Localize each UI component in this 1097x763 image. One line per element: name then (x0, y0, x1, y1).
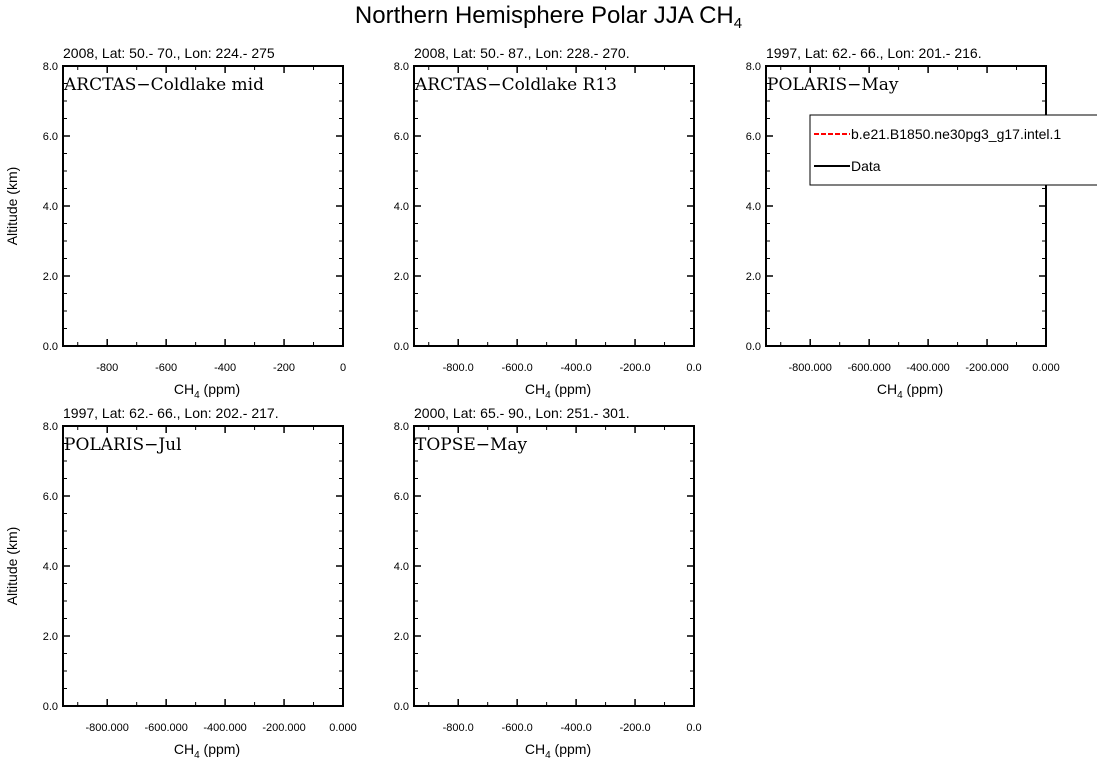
y-tick-label: 8.0 (393, 61, 409, 73)
y-tick-label: 8.0 (393, 421, 409, 433)
y-tick-label: 8.0 (745, 61, 761, 73)
plot-frame (766, 66, 1046, 346)
x-axis-label: $CH_4$ (ppm) (876, 381, 944, 401)
y-tick-label: 0.0 (393, 341, 409, 353)
x-axis-label: $CH_4$ (ppm) (524, 741, 592, 761)
plot-frame (414, 426, 694, 706)
legend-label-1: b.e21.B1850.ne30pg3_g17.intel.1 (851, 126, 1062, 142)
x-tick-label: -200.0 (619, 722, 651, 734)
legend-label-2: Data (851, 158, 881, 174)
x-tick-label: -400.000 (906, 362, 950, 374)
x-tick-label: -800.0 (442, 722, 474, 734)
y-tick-label: 2.0 (42, 271, 58, 283)
x-tick-label: -600.0 (501, 362, 533, 374)
y-tick-label: 4.0 (42, 561, 58, 573)
panel-header: 1997, Lat: 62.- 66., Lon: 202.- 217. (63, 405, 279, 421)
panel-header: 2008, Lat: 50.- 87., Lon: 228.- 270. (414, 45, 630, 61)
y-tick-label: 6.0 (42, 491, 58, 503)
panel-header: 1997, Lat: 62.- 66., Lon: 201.- 216. (766, 45, 982, 61)
x-tick-label: -200.000 (965, 362, 1009, 374)
figure-title-subscript: 4 (733, 15, 743, 32)
plot-frame (63, 66, 343, 346)
panel-1 (4, 45, 346, 401)
panel-2 (394, 45, 702, 401)
y-tick-label: 4.0 (42, 201, 58, 213)
y-tick-label: 4.0 (393, 561, 409, 573)
y-tick-label: 6.0 (42, 131, 58, 143)
plot-frame (63, 426, 343, 706)
experiment-label: POLARIS−Jul (64, 435, 182, 455)
x-tick-label: -600.000 (144, 722, 188, 734)
figure-title-text: Northern Hemisphere Polar JJA CH (354, 2, 734, 29)
x-tick-label: -400.000 (203, 722, 247, 734)
x-tick-label: -400.0 (560, 722, 592, 734)
x-tick-label: -600 (155, 362, 178, 374)
x-tick-label: -200 (273, 362, 296, 374)
y-tick-label: 2.0 (393, 271, 409, 283)
panel-header: 2000, Lat: 65.- 90., Lon: 251.- 301. (414, 405, 630, 421)
x-tick-label: -600.0 (501, 722, 533, 734)
experiment-label: ARCTAS−Coldlake mid (64, 75, 264, 95)
x-tick-label: -800.000 (85, 722, 129, 734)
panel-4 (4, 405, 357, 761)
y-tick-label: 6.0 (745, 131, 761, 143)
x-tick-label: -200.000 (262, 722, 306, 734)
experiment-label: POLARIS−May (767, 75, 899, 95)
y-tick-label: 4.0 (393, 201, 409, 213)
x-tick-label: -800 (96, 362, 119, 374)
x-tick-label: 0.0 (686, 362, 702, 374)
y-tick-label: 2.0 (42, 631, 58, 643)
x-axis-label: $CH_4$ (ppm) (524, 381, 592, 401)
y-tick-label: 8.0 (42, 421, 58, 433)
y-tick-label: 0.0 (393, 701, 409, 713)
panel-3 (746, 45, 1097, 401)
y-tick-label: 4.0 (745, 201, 761, 213)
x-tick-label: -400.0 (560, 362, 592, 374)
x-tick-label: -800.0 (442, 362, 474, 374)
x-tick-label: 0 (339, 362, 347, 374)
plot-frame (414, 66, 694, 346)
x-tick-label: 0.000 (1032, 362, 1060, 374)
panel-header: 2008, Lat: 50.- 70., Lon: 224.- 275 (63, 45, 275, 61)
x-tick-label: -400 (214, 362, 237, 374)
x-axis-label: $CH_4$ (ppm) (173, 381, 241, 401)
y-axis-label: Altitude (km) (4, 166, 20, 246)
x-tick-label: 0.000 (329, 722, 357, 734)
y-tick-label: 2.0 (745, 271, 761, 283)
experiment-label: TOPSE−May (415, 435, 528, 455)
y-tick-label: 0.0 (42, 341, 58, 353)
y-tick-label: 0.0 (745, 341, 761, 353)
x-tick-label: 0.0 (686, 722, 702, 734)
y-tick-label: 2.0 (393, 631, 409, 643)
y-tick-label: 6.0 (393, 131, 409, 143)
y-tick-label: 6.0 (393, 491, 409, 503)
y-tick-label: 0.0 (42, 701, 58, 713)
panel-5 (394, 405, 702, 761)
x-axis-label: $CH_4$ (ppm) (173, 741, 241, 761)
y-axis-label: Altitude (km) (4, 526, 20, 606)
experiment-label: ARCTAS−Coldlake R13 (415, 75, 617, 95)
y-tick-label: 8.0 (42, 61, 58, 73)
legend (810, 115, 1097, 185)
x-tick-label: -800.000 (788, 362, 832, 374)
x-tick-label: -200.0 (619, 362, 651, 374)
x-tick-label: -600.000 (847, 362, 891, 374)
